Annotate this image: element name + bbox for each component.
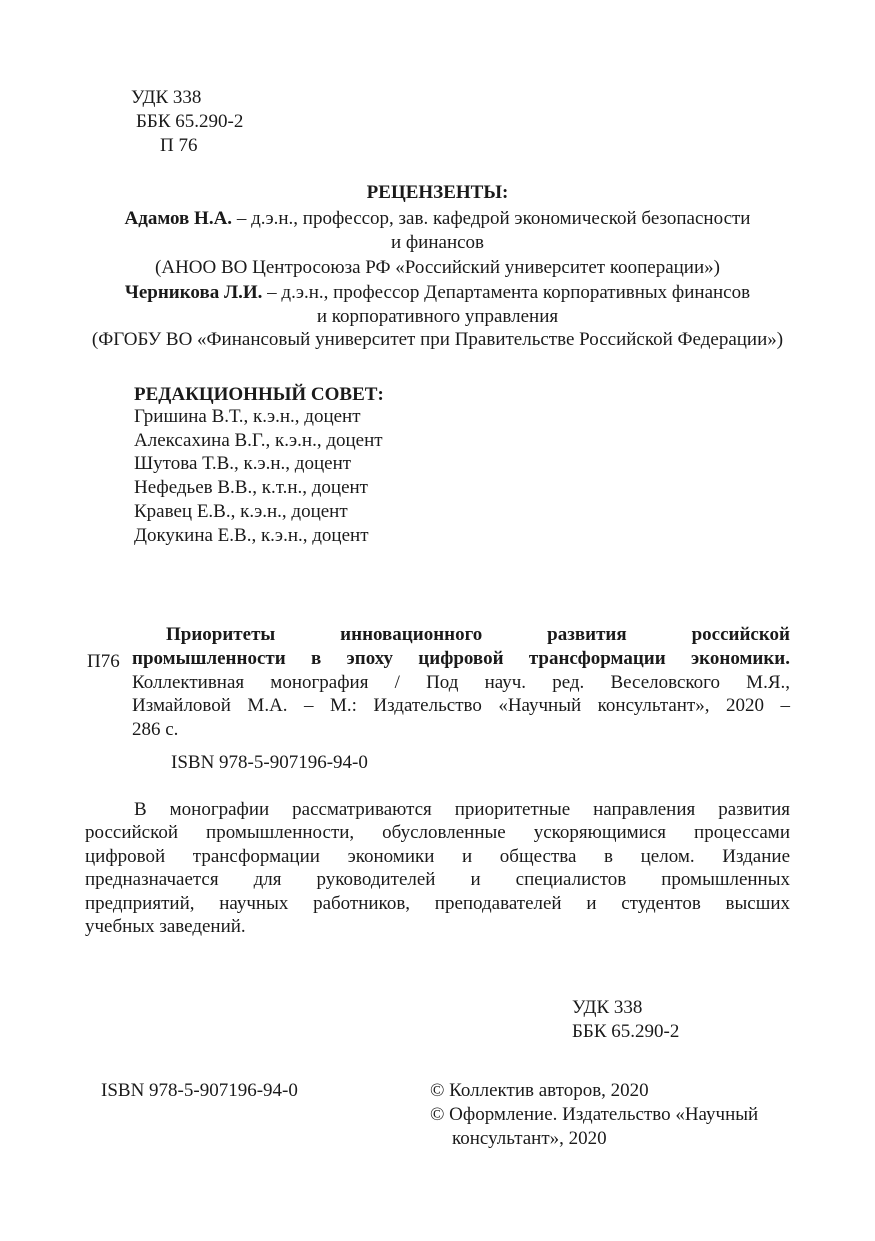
board-member: Докукина Е.В., к.э.н., доцент (134, 524, 369, 546)
footer-bbk: ББК 65.290-2 (572, 1021, 680, 1042)
reviewer-2-credentials: – д.э.н., профессор Департамента корпоративных финансов (262, 282, 751, 303)
bbk-code: ББК 65.290-2 (136, 111, 244, 132)
copyright-design-line1: © Оформление. Издательство «Научный (430, 1104, 759, 1125)
abstract-line: цифровой трансформации экономики и общества в целом. Издание (85, 846, 790, 867)
author-mark: П 76 (160, 135, 198, 156)
bibliography-code: П76 (87, 651, 120, 672)
abstract-line: предприятий, научных работников, преподавателей и студентов высших (85, 893, 790, 914)
bibliography-pages: 286 с. (132, 719, 179, 740)
editorial-board-title: РЕДАКЦИОННЫЙ СОВЕТ: (134, 384, 384, 405)
reviewers-title: РЕЦЕНЗЕНТЫ: (366, 182, 509, 203)
abstract-line: российской промышленности, обусловленные ускоряющимися процессами (85, 822, 790, 843)
reviewer-2-org: (ФГОБУ ВО «Финансовый университет при Правительстве Российской Федерации») (91, 329, 784, 350)
reviewer-1-line2: и финансов (390, 232, 485, 253)
udk-code: УДК 338 (131, 87, 202, 108)
footer-udk: УДК 338 (572, 997, 643, 1018)
abstract-line: предназначается для руководителей и специалистов промышленных (85, 869, 790, 890)
bibliography-title-line2: промышленности в эпоху цифровой трансформации экономики. (132, 648, 790, 669)
board-member: Нефедьев В.В., к.т.н., доцент (134, 477, 368, 499)
reviewer-1-line1 (0, 207, 875, 230)
bibliography-line4: Измайловой М.А. – М.: Издательство «Научный консультант», 2020 – (132, 695, 790, 716)
reviewer-2-name: Черникова Л.И. (124, 282, 263, 303)
board-member: Алексахина В.Г., к.э.н., доцент (134, 429, 383, 451)
bibliography-isbn: ISBN 978-5-907196-94-0 (171, 752, 368, 773)
copyright-authors: © Коллектив авторов, 2020 (430, 1080, 649, 1101)
reviewer-1-credentials: – д.э.н., профессор, зав. кафедрой экономической безопасности (232, 208, 751, 229)
abstract-line: учебных заведений. (85, 916, 246, 937)
footer-isbn: ISBN 978-5-907196-94-0 (101, 1080, 298, 1101)
bibliography-title-line1: Приоритеты инновационного развития российской (166, 624, 790, 645)
reviewer-2-line1 (0, 281, 875, 304)
board-member: Шутова Т.В., к.э.н., доцент (134, 453, 352, 475)
bibliography-line3: Коллективная монография / Под науч. ред. Веселовского М.Я., (132, 672, 790, 693)
reviewer-1-org: (АНОО ВО Центросоюза РФ «Российский университет кооперации») (155, 257, 720, 278)
editorial-board-list (134, 405, 383, 547)
abstract-line: В монографии рассматриваются приоритетные направления развития (134, 799, 790, 820)
reviewer-1-name: Адамов Н.А. (124, 208, 233, 229)
copyright-design-line2: консультант», 2020 (452, 1128, 607, 1149)
board-member: Кравец Е.В., к.э.н., доцент (134, 500, 348, 522)
board-member: Гришина В.Т., к.э.н., доцент (134, 406, 361, 427)
reviewer-2-line2: и корпоративного управления (316, 306, 559, 327)
